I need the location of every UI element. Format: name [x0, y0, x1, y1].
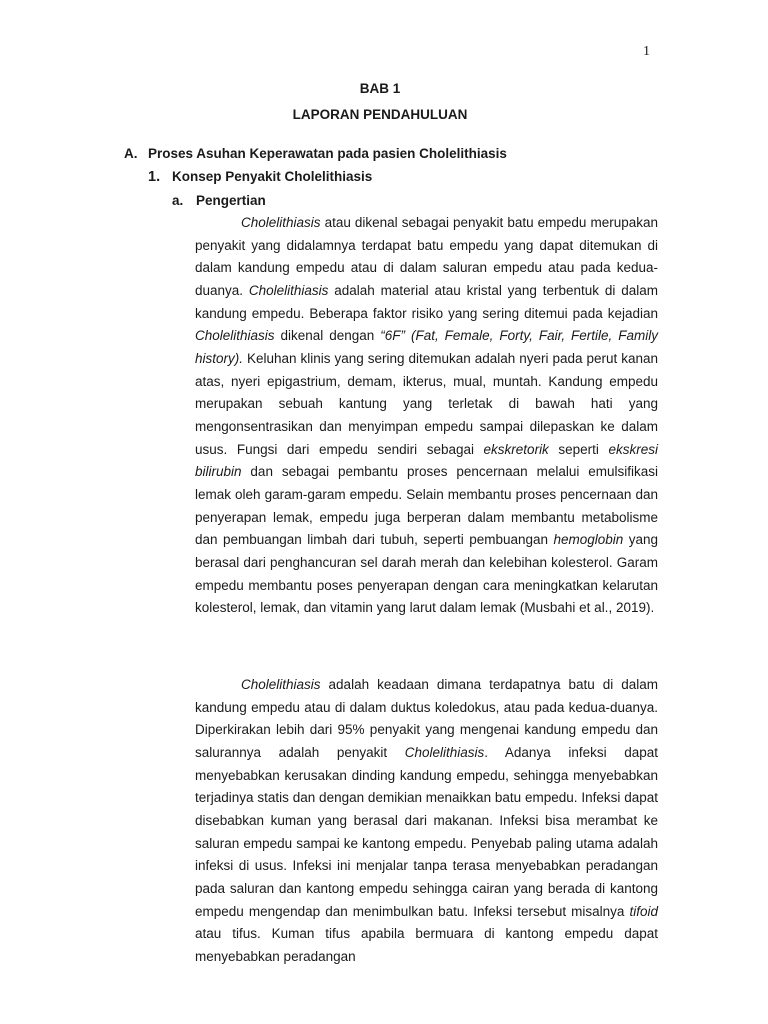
section-marker: A. [124, 146, 138, 161]
italic-term: ekskretorik [483, 441, 549, 457]
body-paragraph [195, 212, 658, 620]
page-number: 1 [643, 44, 650, 59]
subsubsection-marker: a. [172, 193, 184, 208]
italic-term: hemoglobin [553, 532, 624, 548]
italic-term: Cholelithiasis [404, 744, 485, 760]
text-run: dan sebagai pembantu proses pencernaan melalui emulsifikasi lemak oleh garam-garam empedu. Selain membantu proses pencernaan dan penyerapan lemak, empedu juga berperan dalam membantu metabolisme dan pembuangan limbah dari tubuh, seperti pembuangan [195, 464, 658, 548]
section-heading [124, 146, 507, 161]
italic-term: Cholelithiasis [241, 215, 321, 230]
subsection-title: Konsep Penyakit Cholelithiasis [172, 169, 373, 184]
body-paragraph [195, 674, 658, 969]
italic-term: tifoid [629, 903, 658, 919]
text-run: adalah keadaan dimana terdapatnya batu di dalam kandung empedu atau di dalam duktus koledokus, atau pada kedua-duanya. Diperkirakan lebih dari 95% penyakit yang mengenai kandung empedu dan salurannya adalah penyakit [195, 677, 658, 760]
text-run: . Adanya infeksi dapat menyebabkan kerusakan dinding kandung empedu, sehingga menyebabkan terjadinya statis dan dengan demikian menaikkan batu empedu. Infeksi dapat disebabkan kuman yang berasal dari makanan. Infeksi bisa merambat ke saluran empedu sampai ke kantong empedu. Penyebab paling utama adalah infeksi di usus. Infeksi ini menjalar tanpa terasa menyebabkan peradangan pada saluran dan kantong empedu sehingga cairan yang berada di kantong empedu mengendap dan menimbulkan batu. Infeksi tersebut misalnya [195, 744, 658, 919]
italic-term: “6F” (Fat, Female, Forty, Fair, Fertile, Family history). [195, 328, 658, 366]
subsubsection-title: Pengertian [196, 193, 266, 208]
text-run: adalah material atau kristal yang terbentuk di dalam kandung empedu. Beberapa faktor risiko yang sering ditemui pada kejadian [195, 282, 658, 321]
subsection-marker: 1. [148, 169, 161, 185]
subsection-heading [148, 169, 372, 185]
italic-term: Cholelithiasis [248, 282, 329, 298]
italic-term: ekskresi bilirubin [195, 441, 658, 480]
subsubsection-heading [172, 193, 266, 208]
text-run: atau dikenal sebagai penyakit batu empedu merupakan penyakit yang didalamnya terdapat batu empedu yang dapat ditemukan di dalam kandung empedu atau di dalam saluran empedu atau pada kedua-duanya. [195, 215, 658, 298]
text-run: Keluhan klinis yang sering ditemukan adalah nyeri pada perut kanan atas, nyeri epigastrium, demam, ikterus, mual, muntah. Kandung empedu merupakan sebuah kantung yang terletak di bawah hati yang mengonsentrasikan dan menyimpan empedu sampai dilepaskan ke dalam usus. Fungsi dari empedu sendiri sebagai [195, 350, 658, 457]
text-run: atau tifus. Kuman tifus apabila bermuara di kantong empedu dapat menyebabkan peradangan [195, 926, 658, 964]
chapter-heading: BAB 1 [359, 81, 401, 96]
section-title: Proses Asuhan Keperawatan pada pasien Cholelithiasis [148, 146, 507, 161]
text-run: seperti [548, 441, 609, 457]
text-run: dikenal dengan [274, 328, 381, 344]
italic-term: Cholelithiasis [195, 328, 275, 344]
chapter-title: LAPORAN PENDAHULUAN [292, 107, 468, 122]
text-run: yang berasal dari penghancuran sel darah merah dan kelebihan kolesterol. Garam empedu membantu poses penyerapan dengan cara meningkatkan kelarutan kolesterol, lemak, dan vitamin yang larut dalam lemak (Musbahi et al., 2019). [195, 532, 658, 616]
italic-term: Cholelithiasis [241, 677, 321, 692]
